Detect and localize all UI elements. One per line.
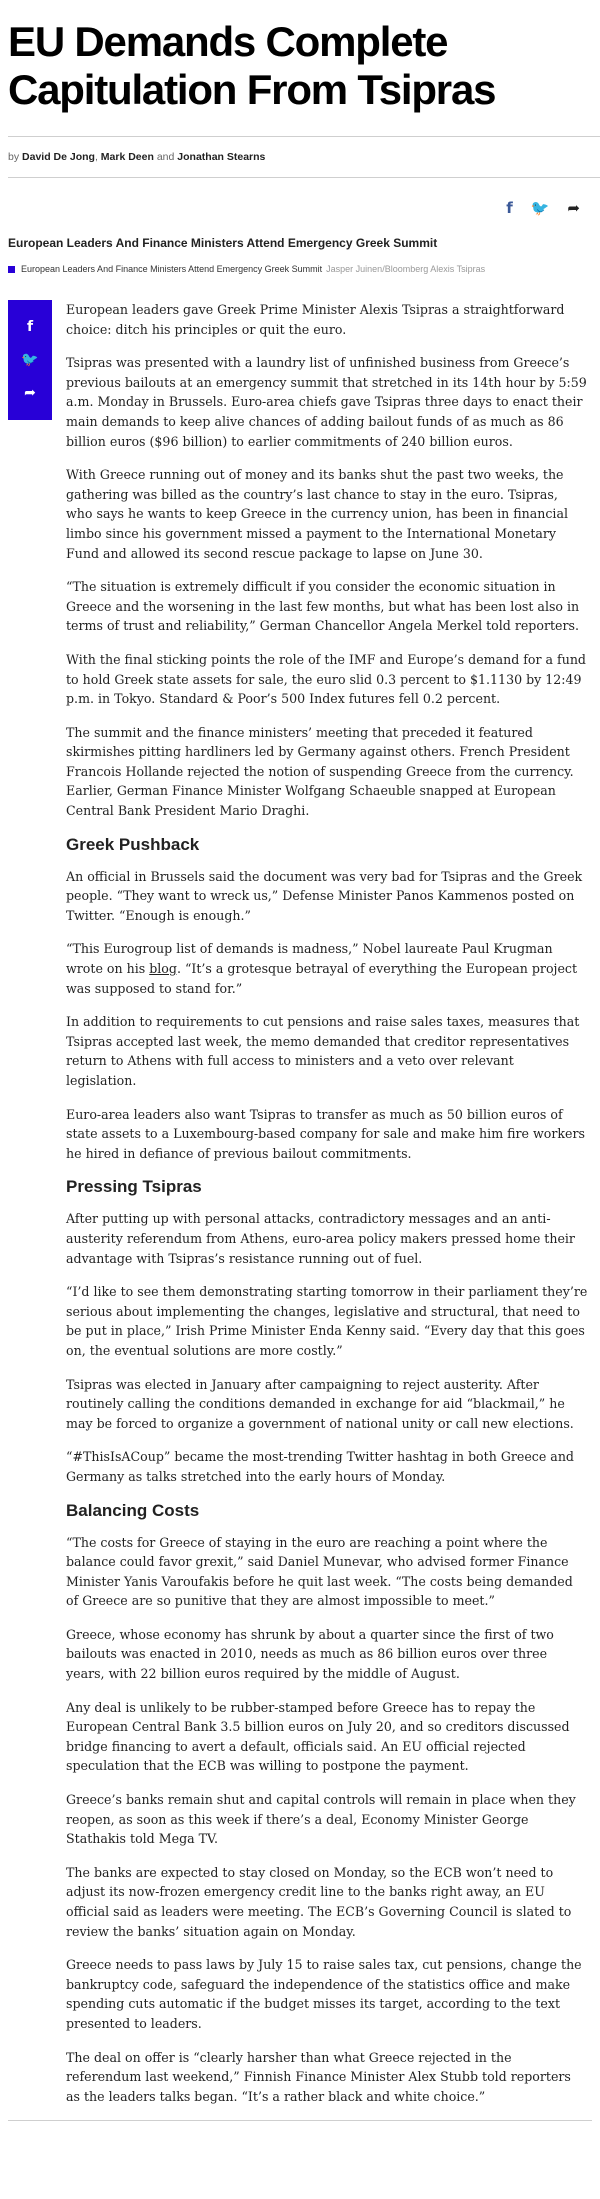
paragraph: Euro-area leaders also want Tsipras to transfer as much as 50 billion euros of state assets to a Luxembourg-based company for sale and make him fire workers he hired in defiance of previous bailout commitments.: [66, 1106, 585, 1161]
paragraph: An official in Brussels said the document was very bad for Tsipras and the Greek people. “They want to wreck us,” Defense Minister Panos Kammenos posted on Twitter. “Enough is enough.”: [66, 868, 583, 923]
paragraph: In addition to requirements to cut pensions and raise sales taxes, measures that Tsipras accepted last week, the memo demanded that creditor representatives return to Athens with full access to ministers and a veto over relevant legislation.: [66, 1014, 580, 1088]
figure-caption: [8, 264, 592, 300]
share-icon[interactable]: ➦: [567, 199, 580, 217]
social-share-rail: [8, 300, 52, 420]
share-icon[interactable]: ➦: [24, 385, 36, 402]
paragraph: Greece’s banks remain shut and capital controls will remain in place when they reopen, as soon as this week if there’s a deal, Economy Minister George Stathakis told Mega TV.: [66, 1792, 576, 1847]
byline-and: and: [156, 151, 175, 163]
paragraph: With Greece running out of money and its banks shut the past two weeks, the gathering was billed as the country’s last chance to stay in the euro. Tsipras, who says he wants to keep Greece in the currency union, has been in financial limbo since his government missed a payment to the International Monetary Fund and allowed its second rescue package to lapse on June 30.: [66, 467, 568, 561]
paragraph: With the final sticking points the role of the IMF and Europe’s demand for a fund to hold Greek state assets for sale, the euro slid 0.3 percent to $1.1130 by 12:49 p.m. in Tokyo. Standard & Poor’s 500 Index futures fell 0.2 percent.: [66, 651, 586, 707]
paragraph: The summit and the finance ministers’ meeting that preceded it featured skirmishes pitting hardliners led by Germany against others. French President Francois Hollande rejected the notion of suspending Greece from the currency. Earlier, German Finance Minister Wolfgang Schaeuble snapped at European Central Bank President Mario Draghi.: [66, 724, 574, 819]
paragraph: Greece, whose economy has shrunk by about a quarter since the first of two bailouts was enacted in 2010, needs as much as 86 billion euros over three years, with 22 billion euros required by the middle of August.: [66, 1626, 554, 1682]
section-heading: Greek Pushback: [66, 834, 200, 854]
photo-credit: Jasper Juinen/Bloomberg Alexis Tsipras: [326, 264, 486, 274]
byline-separator: ,: [94, 151, 98, 163]
paragraph: [66, 939, 588, 998]
byline: [8, 137, 592, 177]
paragraph: The banks are expected to stay closed on Monday, so the ECB won’t need to adjust its now-frozen emergency credit line to the banks right away, an EU official said as leaders were meeting. The ECB’s Governing Council is slated to review the banks’ situation again on Monday.: [66, 1864, 572, 1939]
author-link[interactable]: David De Jong: [22, 151, 95, 163]
paragraph: The deal on offer is “clearly harsher than what Greece rejected in the referendum last weekend,” Finnish Finance Minister Alex Stubb told reporters as the leaders talks began. “It’s a rather black and white choice.”: [66, 2049, 571, 2104]
caption-marker-icon: [8, 266, 15, 273]
twitter-icon[interactable]: 🐦: [21, 351, 39, 368]
paragraph: “The situation is extremely difficult if you consider the economic situation in Greece and the worsening in the last few months, but what has been lost also in terms of trust and reliability,” German Chancellor Angela Merkel told reporters.: [66, 579, 580, 634]
headline: EU Demands Complete Capitulation From Tsipras: [8, 18, 496, 113]
paragraph: Tsipras was presented with a laundry list of unfinished business from Greece’s previous bailouts at an emergency summit that stretched in its 14th hour by 5:59 a.m. Monday in Brussels. Euro-area chiefs gave Tsipras three days to enact their main demands to keep alive chances of adding bailout funds of as much as 86 billion euros ($96 billion) to earlier commitments of 240 billion euros.: [66, 355, 587, 449]
paragraph: “I’d like to see them demonstrating starting tomorrow in their parliament they’re serious about implementing the changes, legislative and structural, that need to be put in place,” Irish Prime Minister Enda Kenny said. “Every day that this goes on, the eventual solutions are more costly.”: [66, 1284, 588, 1358]
paragraph: “The costs for Greece of staying in the euro are reaching a point where the balance could favor grexit,” said Daniel Munevar, who advised former Finance Minister Yanis Varoufakis before he quit last week. “The costs being demanded of Greece are so punitive that they are almost impossible to meet.”: [66, 1534, 573, 1609]
author-link[interactable]: Mark Deen: [100, 151, 154, 163]
byline-prefix: by: [8, 151, 20, 163]
paragraph-text: . “It’s a grotesque betrayal of everything the European project was supposed to stand for.”: [66, 961, 578, 996]
paragraph: After putting up with personal attacks, contradictory messages and an anti-austerity referendum from Athens, euro-area policy makers pressed home their advantage with Tsipras’s resistance running out of fuel.: [66, 1211, 575, 1266]
paragraph: European leaders gave Greek Prime Minister Alexis Tsipras a straightforward choice: ditch his principles or quit the euro.: [66, 302, 565, 337]
blog-link[interactable]: blog: [149, 961, 177, 977]
divider: [8, 2120, 592, 2121]
caption-text: European Leaders And Finance Ministers Attend Emergency Greek Summit: [21, 264, 323, 274]
paragraph-text: “This Eurogroup list of demands is madness,” Nobel laureate Paul Krugman wrote on his: [66, 941, 553, 977]
article-body-wrap: [8, 300, 592, 2106]
author-link[interactable]: Jonathan Stearns: [177, 151, 266, 163]
paragraph: “#ThisIsACoup” became the most-trending Twitter hashtag in both Greece and Germany as talks stretched into the early hours of Monday.: [66, 1449, 574, 1484]
article-body: [8, 300, 592, 2106]
facebook-icon[interactable]: f: [26, 318, 34, 335]
twitter-icon[interactable]: 🐦: [530, 199, 550, 217]
figure-title: European Leaders And Finance Ministers Attend Emergency Greek Summit: [8, 236, 438, 250]
paragraph: Greece needs to pass laws by July 15 to raise sales tax, cut pensions, change the bankruptcy code, safeguard the independence of the statistics office and make spending cuts automatic if the budget misses its target, according to the text presented to leaders.: [66, 1957, 582, 2031]
section-heading: Pressing Tsipras: [66, 1177, 202, 1197]
section-heading: Balancing Costs: [66, 1500, 200, 1520]
facebook-icon[interactable]: f: [506, 199, 513, 217]
share-bar: [8, 178, 592, 222]
paragraph: Any deal is unlikely to be rubber-stamped before Greece has to repay the European Central Bank 3.5 billion euros on July 20, and so creditors discussed bridge financing to avert a default, officials said. An EU official rejected speculation that the ECB was willing to postpone the payment.: [66, 1699, 570, 1774]
paragraph: Tsipras was elected in January after campaigning to reject austerity. After routinely calling the conditions demanded in exchange for aid “blackmail,” he may be forced to organize a government of national unity or call new elections.: [66, 1376, 574, 1431]
